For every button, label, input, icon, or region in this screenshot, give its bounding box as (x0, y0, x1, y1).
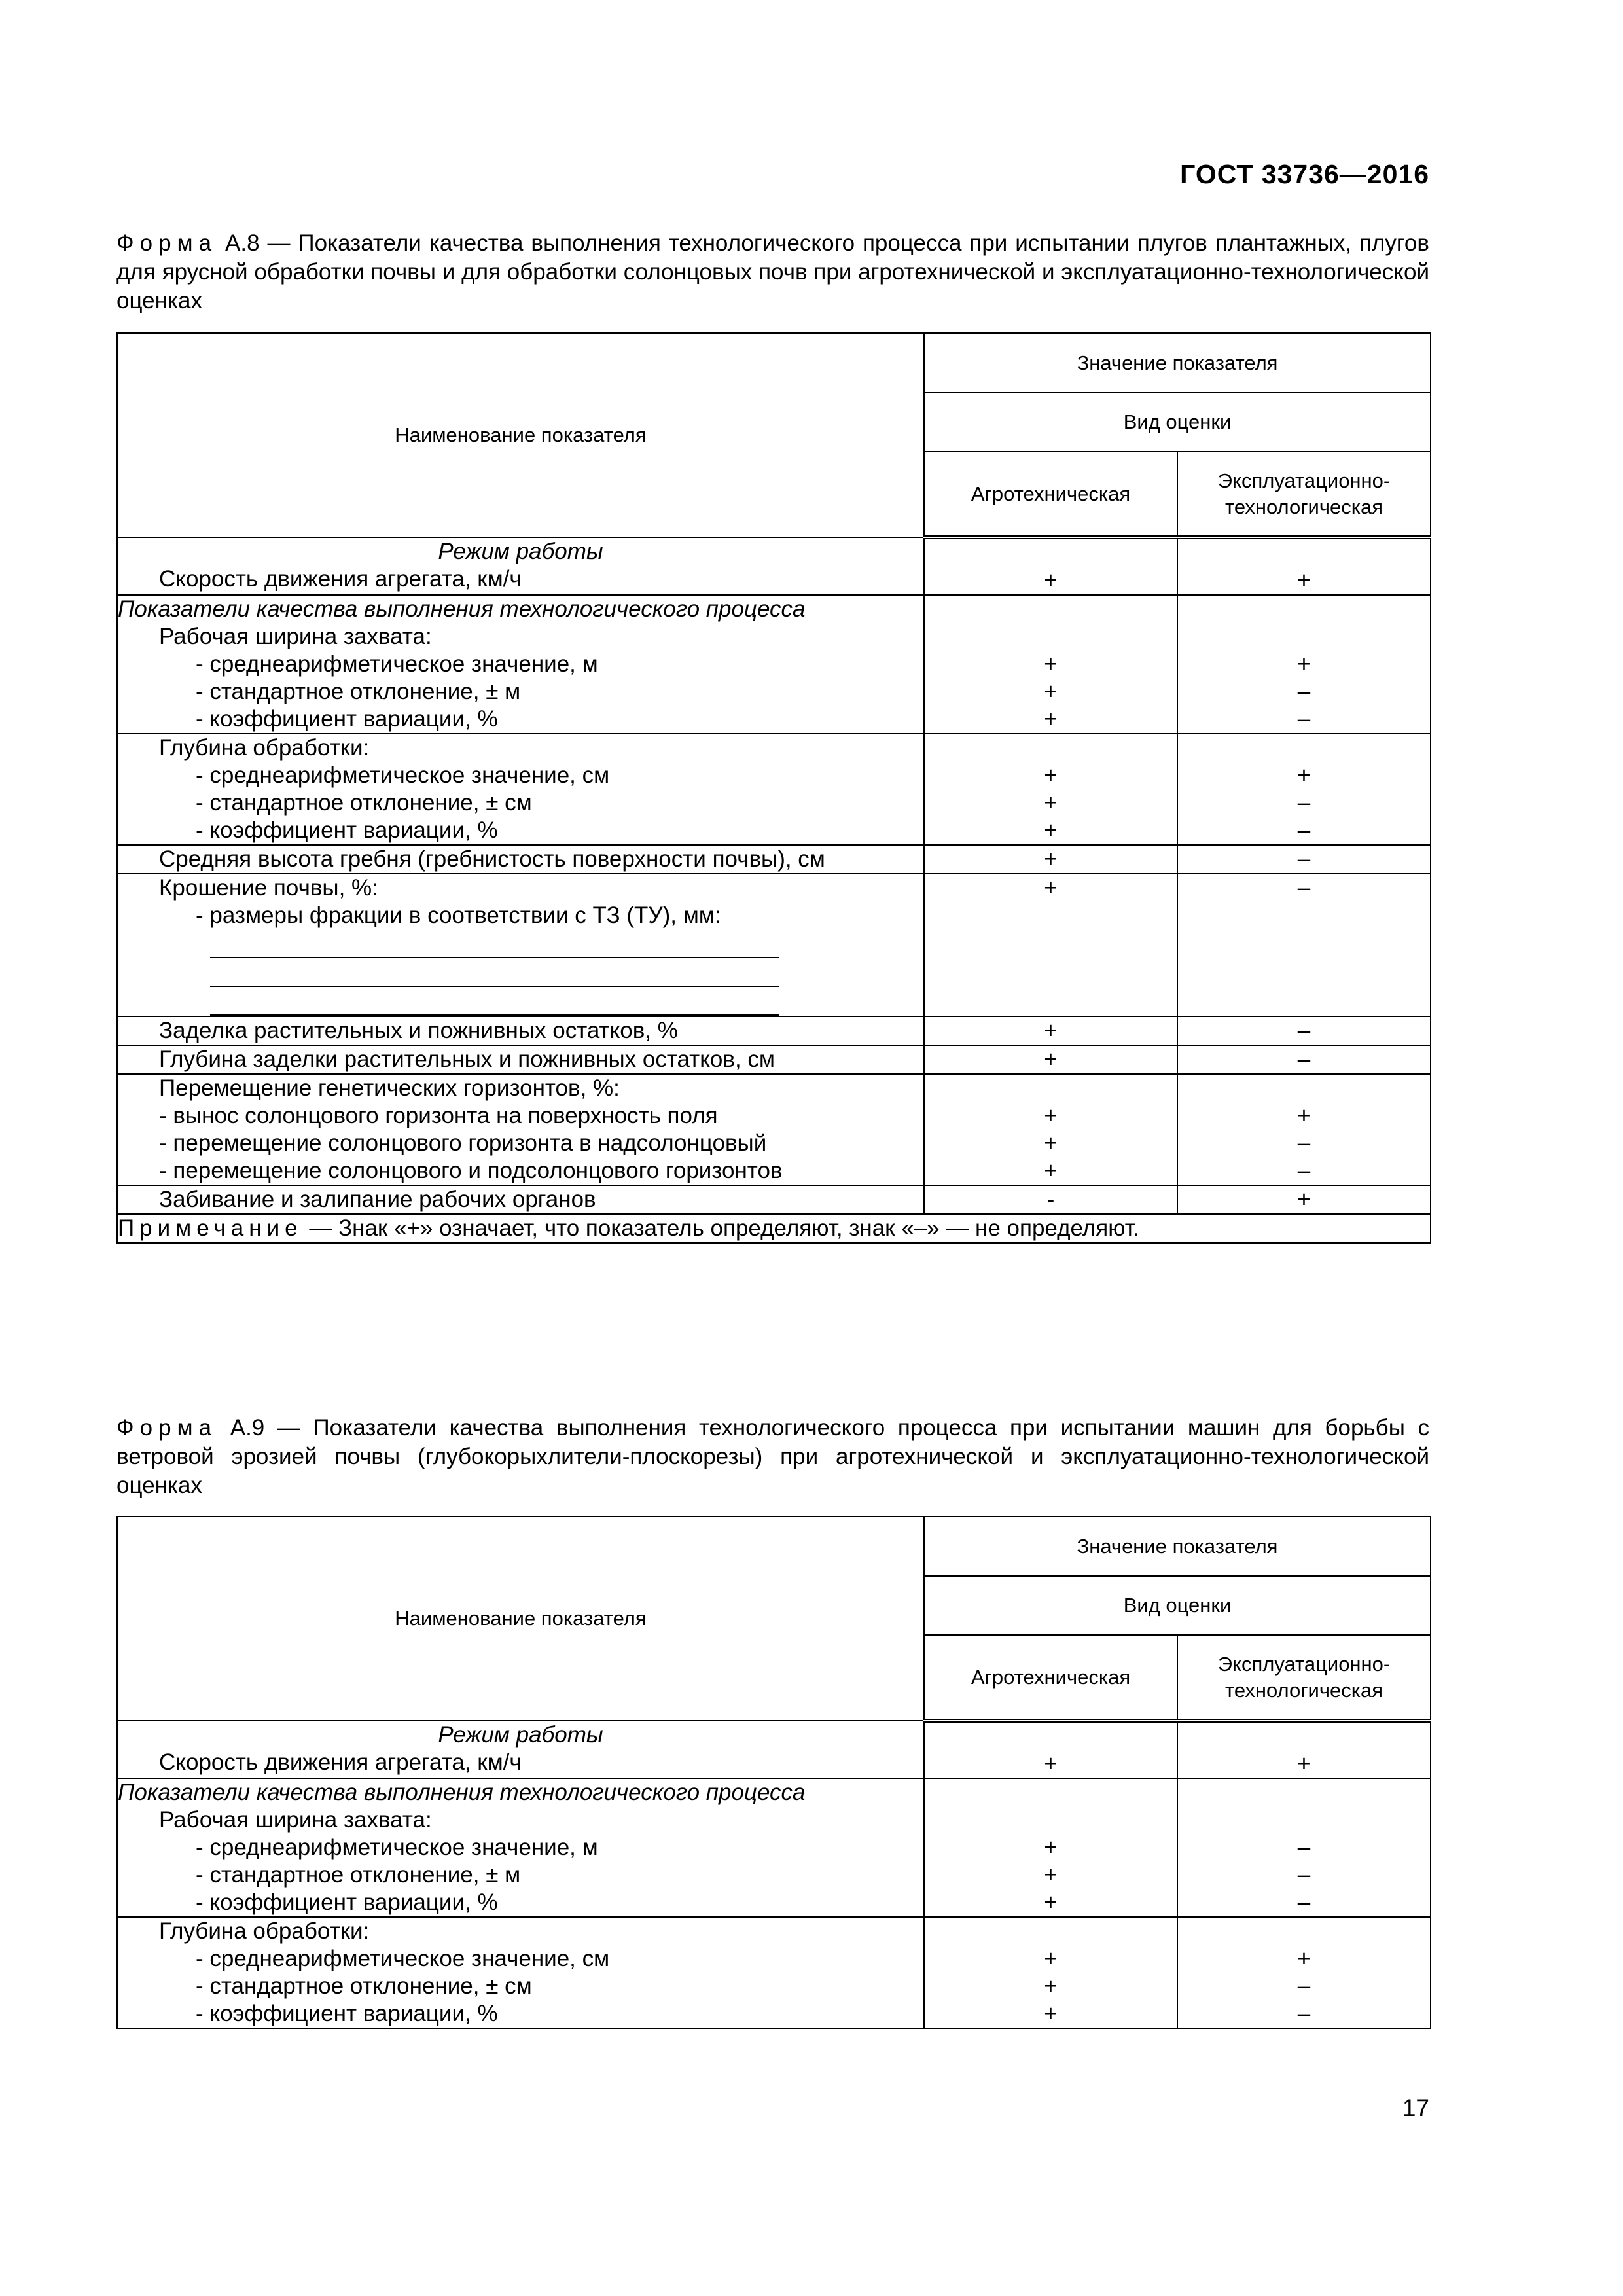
mark: + (1044, 679, 1058, 704)
indicator-name-cell (117, 1074, 924, 1185)
mark: + (1044, 1103, 1058, 1128)
table-row (117, 1721, 1431, 1778)
mark (925, 734, 1177, 762)
mark: – (1297, 1862, 1311, 1888)
indicator-line: Показатели качества выполнения технологического процесса (118, 596, 806, 622)
mark: – (1297, 1018, 1311, 1043)
mark: – (1297, 1158, 1311, 1183)
operational-value-cell (1177, 1074, 1431, 1185)
operational-value-cell (1177, 1917, 1431, 2028)
table-row (117, 1185, 1431, 1214)
indicator-name-cell (117, 1917, 924, 2028)
indicator-line: Режим работы (438, 1722, 603, 1748)
mark: + (1044, 875, 1058, 901)
indicator-line: - среднеарифметическое значение, см (196, 762, 610, 788)
mark: – (1297, 846, 1311, 872)
agrotechnical-value-cell (924, 1185, 1177, 1214)
agrotechnical-value-cell (924, 1721, 1177, 1778)
form-a9-table (116, 1516, 1431, 2029)
mark: + (1044, 846, 1058, 872)
mark: + (1044, 1158, 1058, 1183)
mark: – (1297, 790, 1311, 816)
operational-value-cell (1177, 1185, 1431, 1214)
operational-value-cell (1177, 845, 1431, 874)
header-operational: Эксплуатационно-технологическая (1177, 452, 1431, 537)
header-agrotechnical: Агротехническая (924, 1635, 1177, 1721)
indicator-name-cell (117, 874, 924, 1016)
mark: + (1044, 1835, 1058, 1860)
form-a8-title: А.8 — Показатели качества выполнения технологического процесса при испытании плугов плантажных, плугов для ярусной обработки почвы и для обработки солонцовых почв при агротехнической и эксплуатационно-технологической оценках (116, 230, 1429, 314)
mark: + (1297, 567, 1311, 593)
note-label: Примечание (118, 1215, 303, 1241)
mark (925, 539, 1177, 567)
indicator-name-cell (117, 1721, 924, 1778)
mark (925, 1779, 1177, 1806)
mark (1178, 1806, 1430, 1834)
mark: - (1046, 1187, 1055, 1212)
header-agrotechnical: Агротехническая (924, 452, 1177, 537)
indicator-line: Средняя высота гребня (гребнистость поверхности почвы), см (159, 846, 825, 872)
mark (925, 1075, 1177, 1102)
note-text: — Знак «+» означает, что показатель определяют, знак «–» — не определяют. (302, 1215, 1139, 1241)
indicator-line: - среднеарифметическое значение, м (196, 651, 598, 677)
operational-value-cell (1177, 1721, 1431, 1778)
mark (1178, 539, 1430, 567)
indicator-line: - перемещение солонцового и подсолонцового горизонтов (159, 1158, 783, 1183)
indicator-name-cell (117, 1045, 924, 1074)
mark (925, 623, 1177, 651)
blank-fill-line (210, 929, 779, 958)
indicator-line: - стандартное отклонение, ± см (196, 790, 532, 816)
indicator-line: Глубина обработки: (159, 1918, 370, 1944)
indicator-line: - стандартное отклонение, ± м (196, 1862, 521, 1888)
mark: + (1297, 1103, 1311, 1128)
indicator-line: - коэффициент вариации, % (196, 2001, 498, 2026)
mark (925, 1918, 1177, 1945)
table-row (117, 845, 1431, 874)
mark (1178, 1918, 1430, 1945)
mark: – (1297, 1835, 1311, 1860)
operational-value-cell (1177, 1016, 1431, 1045)
page-number: 17 (1402, 2094, 1429, 2121)
agrotechnical-value-cell (924, 734, 1177, 845)
header-assessment-type: Вид оценки (924, 1576, 1431, 1635)
mark: + (1044, 706, 1058, 732)
mark: – (1297, 875, 1311, 901)
indicator-line: - коэффициент вариации, % (196, 706, 498, 732)
table-row (117, 595, 1431, 734)
agrotechnical-value-cell (924, 595, 1177, 734)
mark: + (1044, 567, 1058, 593)
operational-value-cell (1177, 1778, 1431, 1917)
agrotechnical-value-cell (924, 845, 1177, 874)
indicator-line: - перемещение солонцового горизонта в надсолонцовый (159, 1130, 767, 1156)
indicator-line: Скорость движения агрегата, км/ч (159, 1749, 522, 1775)
form-a8-caption (116, 229, 1429, 315)
mark: + (1044, 1018, 1058, 1043)
mark: – (1297, 2001, 1311, 2026)
blank-fill-line (210, 958, 779, 987)
agrotechnical-value-cell (924, 874, 1177, 1016)
mark: + (1297, 762, 1311, 788)
indicator-line: Скорость движения агрегата, км/ч (159, 566, 522, 592)
table-row (117, 1016, 1431, 1045)
table-row (117, 1778, 1431, 1917)
operational-value-cell (1177, 1045, 1431, 1074)
mark: + (1044, 2001, 1058, 2026)
agrotechnical-value-cell (924, 1778, 1177, 1917)
header-indicator-value: Значение показателя (924, 1516, 1431, 1576)
agrotechnical-value-cell (924, 1016, 1177, 1045)
header-indicator-name: Наименование показателя (117, 1516, 924, 1721)
indicator-name-cell (117, 1016, 924, 1045)
indicator-line: - стандартное отклонение, ± см (196, 1973, 532, 1999)
indicator-name-cell (117, 734, 924, 845)
table-row (117, 537, 1431, 595)
form-a9-label: Форма (116, 1415, 218, 1441)
mark: + (1297, 651, 1311, 677)
indicator-line: - вынос солонцового горизонта на поверхность поля (159, 1103, 718, 1128)
mark: + (1044, 1946, 1058, 1971)
mark: + (1044, 790, 1058, 816)
table-row (117, 1074, 1431, 1185)
operational-value-cell (1177, 874, 1431, 1016)
form-a8-label: Форма (116, 230, 218, 256)
mark: + (1297, 1751, 1311, 1776)
table-row (117, 1917, 1431, 2028)
header-indicator-name: Наименование показателя (117, 333, 924, 537)
mark: + (1297, 1946, 1311, 1971)
indicator-line: Режим работы (438, 539, 603, 564)
mark (925, 1723, 1177, 1750)
indicator-name-cell (117, 537, 924, 595)
mark: + (1044, 651, 1058, 677)
mark: – (1297, 1130, 1311, 1156)
mark: – (1297, 1890, 1311, 1915)
indicator-name-cell (117, 1185, 924, 1214)
mark: – (1297, 817, 1311, 843)
mark: – (1297, 679, 1311, 704)
operational-value-cell (1177, 595, 1431, 734)
mark: + (1044, 1890, 1058, 1915)
form-a9-title: А.9 — Показатели качества выполнения технологического процесса при испытании машин для борьбы с ветровой эрозией почвы (глубокорыхлители-плоскорезы) при агротехнической и эксплуатационно-технологической оценках (116, 1415, 1429, 1498)
mark (1178, 1779, 1430, 1806)
indicator-line: - среднеарифметическое значение, см (196, 1946, 610, 1971)
standard-designation: ГОСТ 33736—2016 (1180, 159, 1429, 189)
header-indicator-value: Значение показателя (924, 333, 1431, 393)
header-assessment-type: Вид оценки (924, 393, 1431, 452)
table-row (117, 874, 1431, 1016)
indicator-line: Крошение почвы, %: (159, 875, 378, 901)
form-a9-caption (116, 1414, 1429, 1500)
mark: + (1044, 762, 1058, 788)
mark (1178, 623, 1430, 651)
indicator-line: Рабочая ширина захвата: (159, 1807, 432, 1833)
agrotechnical-value-cell (924, 1045, 1177, 1074)
indicator-line: Забивание и залипание рабочих органов (159, 1187, 596, 1212)
operational-value-cell (1177, 537, 1431, 595)
mark: + (1044, 817, 1058, 843)
form-a8-note (117, 1214, 1431, 1243)
mark (1178, 596, 1430, 623)
indicator-line: Глубина заделки растительных и пожнивных остатков, см (159, 1047, 775, 1072)
mark: – (1297, 706, 1311, 732)
mark (1178, 734, 1430, 762)
agrotechnical-value-cell (924, 1917, 1177, 2028)
agrotechnical-value-cell (924, 537, 1177, 595)
indicator-line: Показатели качества выполнения технологического процесса (118, 1780, 806, 1805)
mark: + (1044, 1130, 1058, 1156)
mark: + (1297, 1187, 1311, 1212)
indicator-line: Рабочая ширина захвата: (159, 624, 432, 649)
indicator-line: Заделка растительных и пожнивных остатков, % (159, 1018, 678, 1043)
mark (925, 1806, 1177, 1834)
indicator-line: - коэффициент вариации, % (196, 1890, 498, 1915)
form-a8-table (116, 332, 1431, 1244)
indicator-line: Глубина обработки: (159, 735, 370, 761)
mark: – (1297, 1973, 1311, 1999)
table-row (117, 1045, 1431, 1074)
indicator-line: - стандартное отклонение, ± м (196, 679, 521, 704)
indicator-name-cell (117, 845, 924, 874)
mark (1178, 1075, 1430, 1102)
indicator-line: Перемещение генетических горизонтов, %: (159, 1075, 620, 1101)
mark (1178, 1723, 1430, 1750)
indicator-name-cell (117, 595, 924, 734)
mark: + (1044, 1047, 1058, 1072)
mark: + (1044, 1973, 1058, 1999)
indicator-line: - коэффициент вариации, % (196, 817, 498, 843)
indicator-line: - среднеарифметическое значение, м (196, 1835, 598, 1860)
operational-value-cell (1177, 734, 1431, 845)
header-operational: Эксплуатационно-технологическая (1177, 1635, 1431, 1721)
indicator-name-cell (117, 1778, 924, 1917)
mark (925, 596, 1177, 623)
mark: + (1044, 1862, 1058, 1888)
mark: – (1297, 1047, 1311, 1072)
blank-fill-line (210, 987, 779, 1016)
table-row (117, 734, 1431, 845)
mark: + (1044, 1751, 1058, 1776)
indicator-line: - размеры фракции в соответствии с ТЗ (ТУ), мм: (196, 903, 721, 928)
agrotechnical-value-cell (924, 1074, 1177, 1185)
